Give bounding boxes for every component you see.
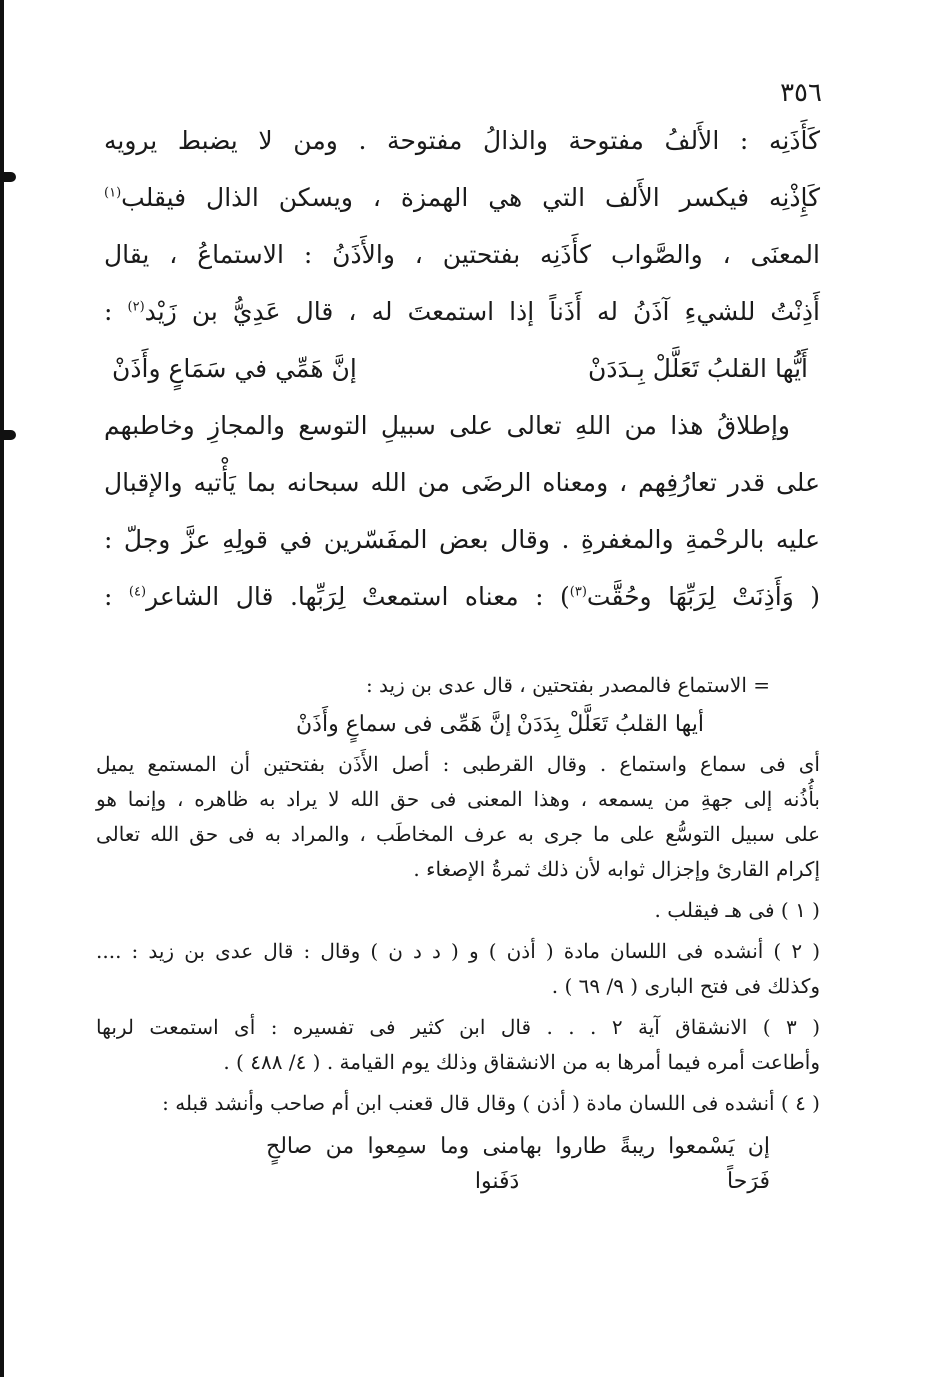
footnote-4: ( ٤ ) أنشده فى اللسان مادة ( أذن ) وقال قال قعنب ابن أم صاحب وأنشد قبله : [162,1091,820,1115]
main-line-text: كَإِذْنِه فيكسر الأَلف التي هي الهمزة ، ويسكن الذال فيقلب [121,183,820,212]
main-line: المعنَى ، والصَّواب كأَذَنِه بفتحتين ، والأَذَنُ : الاستماعُ ، يقال [104,240,820,269]
verse-hemistich-first: أيها القلبُ تَعَلَّلْ بِدَدَنْ [516,712,704,737]
footnote-1: ( ١ ) فى هـ فيقلب . [654,898,820,922]
verse-hemistich-second: إنَّ هَمِّي في سَمَاعٍ وأَذَنْ [112,354,357,383]
main-line: على قدر تعارُفِهم ، ومعناه الرضَى من الله سبحانه بما يَأْتيه والإقبال [104,468,820,497]
footnote-line: أى فى سماع واستماع . وقال القرطبى : أصل الأَذَن بفتحتين أن المستمع يميل [96,752,820,776]
footnote-ref: (١) [104,185,122,201]
footnote-verse [96,1121,820,1199]
quran-quote: ( وَأَذِنَتْ لِرَبِّهَا وحُقَّت [586,582,821,611]
poetry-verse [104,340,820,397]
footnotes [96,668,820,1199]
footnote-line: بأُذُنه إلى جهةِ من يسمعه ، وهذا المعنى فى حق الله لا يراد به ظاهره ، وإنما هو [96,787,820,811]
main-line: كَأَذَنِه : الأَلفُ مفتوحة والذالُ مفتوحة . ومن لا يضبط يرويه [104,126,820,155]
footnote-3-cont: وأطاعت أمره فيما أمرها به من الانشقاق وذلك يوم القيامة . ( ٤/ ٤٨٨ ) . [223,1050,820,1074]
main-line [104,169,820,226]
verse-hemistich-second: منى وما سمِعوا من صالحٍ دَفَنوا [266,1134,520,1194]
main-line [104,568,820,625]
footnote-continuation: = الاستماع فالمصدر بفتحتين ، قال عدى بن زيد : [365,673,770,697]
main-line-end: : [104,297,128,326]
footnote-ref: (٣) [569,584,587,600]
footnote-2: ( ٢ ) أنشده فى اللسان مادة ( أذن ) و ( د د ن ) وقال : قال عدى بن زيد : .... [96,939,820,963]
footnote-ref: (٤) [128,584,147,600]
main-line: عليه بالرحْمةِ والمغفرةِ . وقال بعض المفَسّرين في قولِهِ عزَّ وجلّ : [104,525,820,554]
footnote-3: ( ٣ ) الانشقاق آية ٢ . . . قال ابن كثير فى تفسيره : أى استمعت لربها [96,1015,820,1039]
verse-hemistich-first: أَيُّها القلبُ تَعَلَّلْ بِـدَدَنْ [587,354,808,383]
scan-edge [0,0,4,1377]
verse-hemistich-first: إن يَسْمعوا ريبةً طاروا بها فَرَحاً [519,1134,770,1194]
main-text [104,112,820,625]
verse-hemistich-second: إنَّ هَمِّى فى سماعٍ وأَذَنْ [296,712,512,737]
main-line-end: : [104,582,129,611]
main-line-text: ) : معناه استمعتْ لِرَبِّها. قال الشاعر [146,582,570,611]
footnote-ref: (٢) [127,299,145,315]
footnote-line: إكرام القارئ وإجزال ثوابه لأن ذلك ثمرةُ الإصغاء . [413,857,820,881]
main-line: وإطلاقُ هذا من اللهِ تعالى على سبيلِ التوسع والمجازِ وخاطبهم [104,411,790,440]
footnote-line: على سبيل التوسُّع على ما جرى به عرف المخاطَب ، والمراد به فى حق الله تعالى [96,822,821,846]
main-line [104,283,820,340]
footnote-verse [96,703,820,747]
page-number: ٣٥٦ [780,78,822,108]
footnote-2-cont: وكذلك فى فتح البارى ( ٩/ ٦٩ ) . [551,974,820,998]
edge-mark [4,430,16,440]
main-line-text: أَذِنْتُ للشيءِ آذَنُ له أَذَناً إذا استمعتَ له ، قال عَدِيُّ بن زَيْد [144,297,820,326]
edge-mark [4,172,16,182]
